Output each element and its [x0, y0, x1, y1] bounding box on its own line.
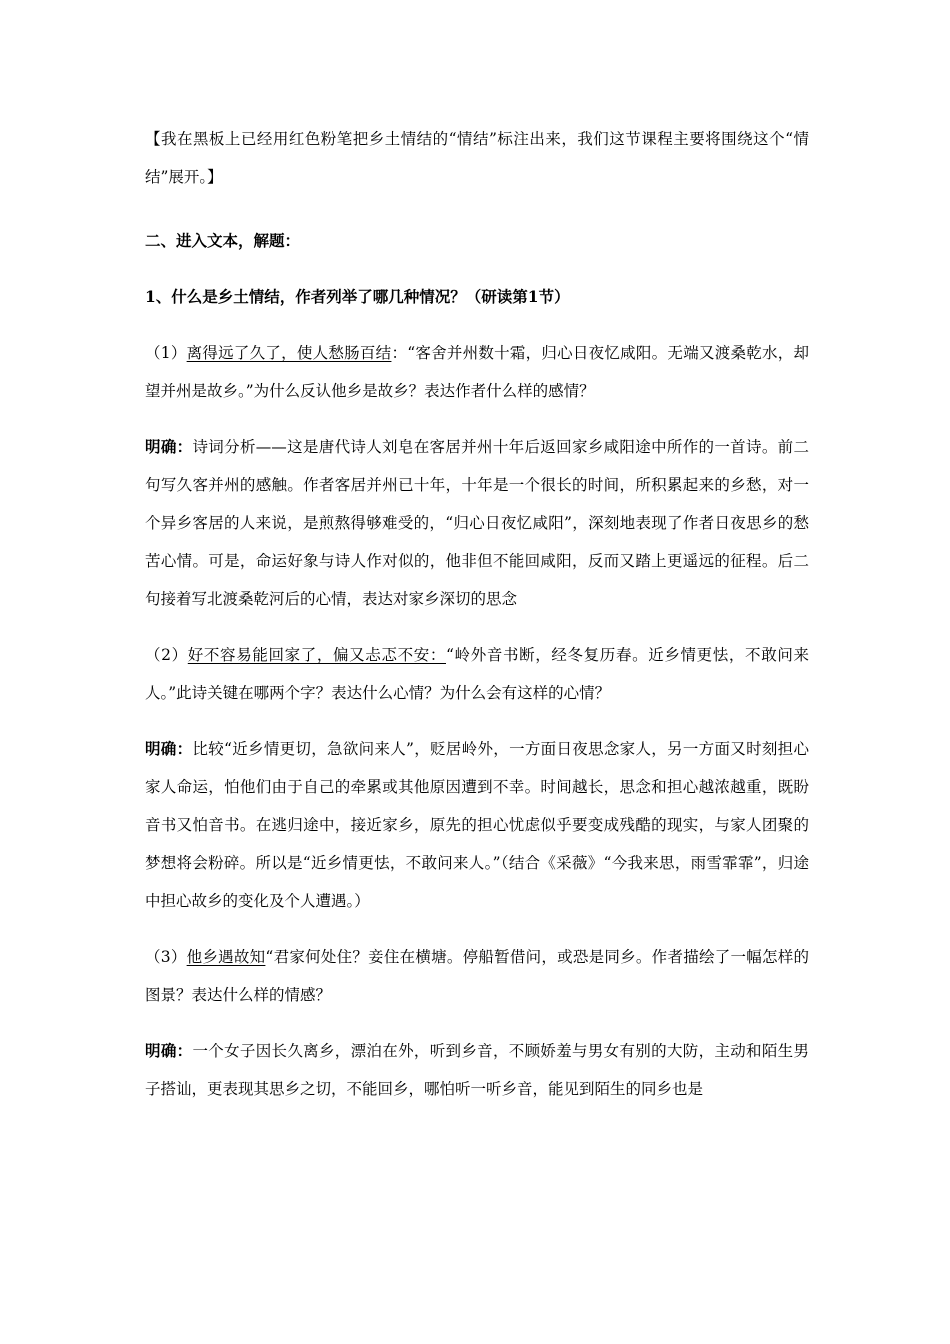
- item-prefix: （1）: [145, 344, 187, 362]
- item-prefix: （3）: [145, 948, 187, 966]
- item-text: ：“客舍并州数十霜，归心日夜忆咸阳。无端又渡桑乾水，却望并州是故乡。”为什么反认他乡是故乡？表达作者什么样的感情？: [145, 344, 809, 400]
- answer-text: 比较“近乡情更切，急欲问来人”，贬居岭外，一方面日夜思念家人，另一方面又时刻担心家人命运，怕他们由于自己的牵累或其他原因遭到不幸。时间越长，思念和担心越浓越重，既盼音书又怕音书。在逃归途中，接近家乡，原先的担心忧虑似乎要变成残酷的现实，与家人团聚的梦想将会粉碎。所以是“近乡情更怯，不敢问来人。”（结合《采薇》“今我来思，雨雪霏霏”，归途中担心故乡的变化及个人遭遇。）: [145, 740, 809, 910]
- answer-label: 明确：: [145, 739, 193, 758]
- answer-1: [145, 428, 809, 618]
- answer-text: 一个女子因长久离乡，漂泊在外，听到乡音，不顾娇羞与男女有别的大防，主动和陌生男子搭讪，更表现其思乡之切，不能回乡，哪怕听一听乡音，能见到陌生的同乡也是: [145, 1042, 809, 1098]
- answer-label: 明确：: [145, 437, 193, 456]
- answer-2: [145, 730, 809, 920]
- item-underlined-phrase: 他乡遇故知: [186, 948, 266, 966]
- item-prefix: （2）: [145, 646, 188, 664]
- question-item-1: [145, 334, 809, 410]
- question-item-2: [145, 636, 809, 712]
- item-text: “岭外音书断，经冬复历春。近乡情更怯，不敢问来人。”此诗关键在哪两个字？表达什么心情？为什么会有这样的心情？: [145, 646, 809, 702]
- document-page: [145, 120, 809, 1126]
- item-text: “君家何处住？妾住在横塘。停船暂借问，或恐是同乡。作者描绘了一幅怎样的图景？表达什么样的情感？: [145, 948, 809, 1004]
- question-item-3: [145, 938, 809, 1014]
- answer-label: 明确：: [145, 1041, 193, 1060]
- answer-text: 诗词分析——这是唐代诗人刘皂在客居并州十年后返回家乡咸阳途中所作的一首诗。前二句写久客并州的感触。作者客居并州已十年，十年是一个很长的时间，所积累起来的乡愁，对一个异乡客居的人来说，是煎熬得够难受的，“归心日夜忆咸阳”，深刻地表现了作者日夜思乡的愁苦心情。可是，命运好象与诗人作对似的，他非但不能回咸阳，反而又踏上更遥远的征程。后二句接着写北渡桑乾河后的心情，表达对家乡深切的思念: [145, 438, 809, 608]
- answer-3: [145, 1032, 809, 1108]
- item-underlined-phrase: 离得远了久了，使人愁肠百结: [186, 344, 392, 362]
- section-heading: 二、进入文本，解题：: [145, 231, 301, 250]
- question-heading: 1、什么是乡土情结，作者列举了哪几种情况？（研读第1节）: [145, 287, 570, 306]
- teacher-note: 【我在黑板上已经用红色粉笔把乡土情结的“情结”标注出来，我们这节课程主要将围绕这个“情结”展开。】: [145, 130, 809, 186]
- item-underlined-phrase: 好不容易能回家了，偏又忐忑不安：: [187, 646, 446, 664]
